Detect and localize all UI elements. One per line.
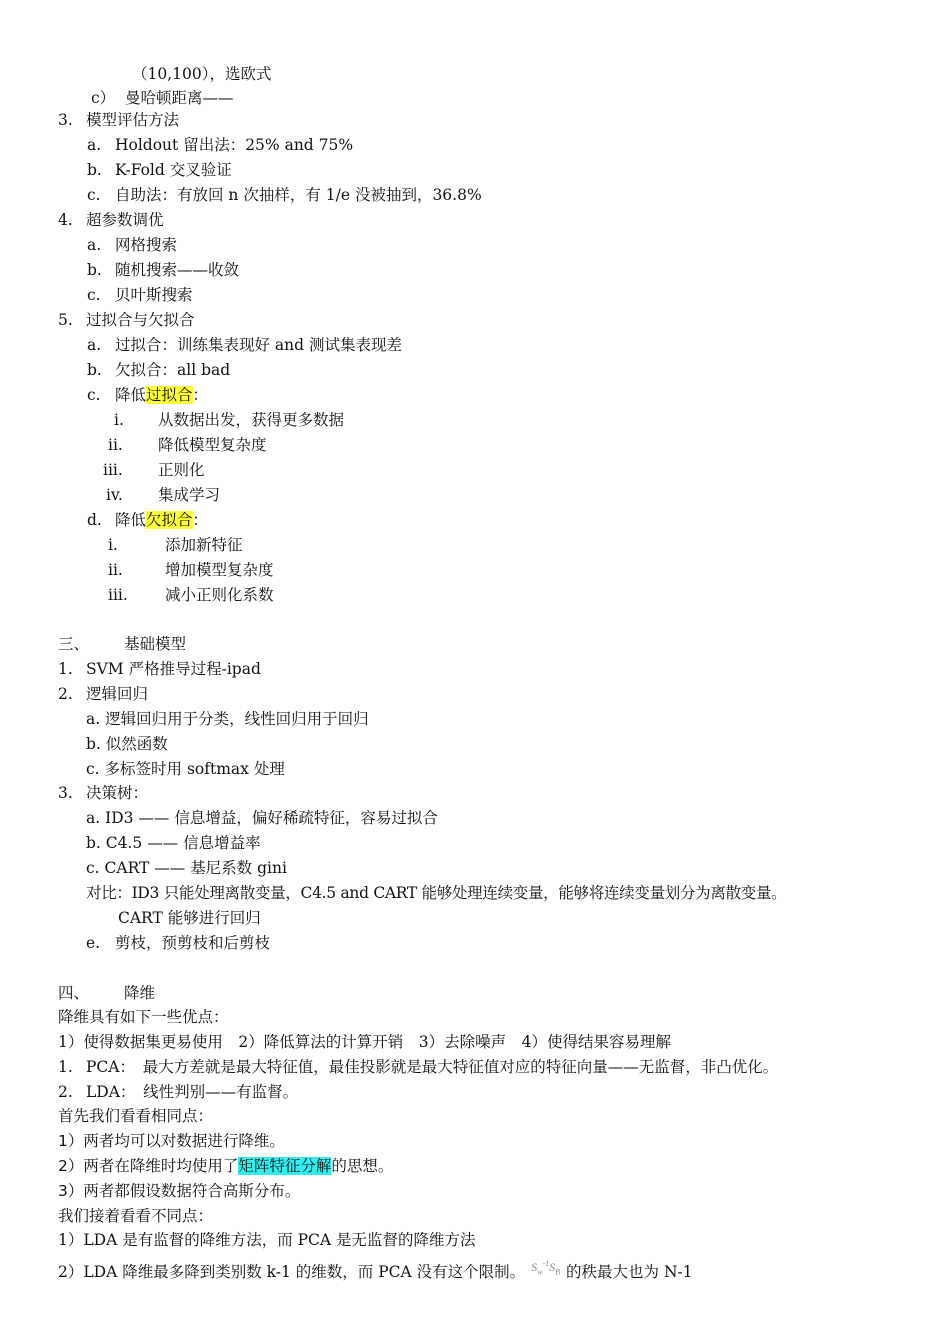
highlighted-text: 矩阵特征分解 bbox=[238, 1157, 332, 1175]
list-item-manhattan: c） 曼哈顿距离—— bbox=[91, 89, 234, 107]
list-item: a. 过拟合：训练集表现好 and 测试集表现差 bbox=[87, 336, 403, 354]
sub-list-item: iii. 正则化 bbox=[103, 461, 205, 479]
list-item: b. 随机搜索——收敛 bbox=[87, 261, 240, 279]
list-item-reduce-overfitting: c. 降低过拟合： bbox=[87, 386, 209, 404]
section-heading-dimensionality-reduction: 四、 降维 bbox=[58, 984, 156, 1002]
sub-list-item: ii. 增加模型复杂度 bbox=[108, 561, 274, 579]
list-item-pca: 1. PCA： 最大方差就是最大特征值，最佳投影就是最大特征值对应的特征向量——无监督，非凸优化。 bbox=[58, 1058, 779, 1076]
list-item: a. 网格搜索 bbox=[87, 236, 178, 254]
list-item-logistic-regression: 2. 逻辑回归 bbox=[58, 685, 149, 703]
list-item: b. C4.5 —— 信息增益率 bbox=[86, 834, 261, 852]
list-item-continuation: （10,100），选欧式 bbox=[132, 65, 272, 83]
list-item: b. 欠拟合：all bad bbox=[87, 361, 231, 379]
list-item: a. 逻辑回归用于分类，线性回归用于回归 bbox=[86, 710, 369, 728]
paragraph: 首先我们看看相同点： bbox=[58, 1107, 214, 1125]
list-item-hyperparameter-tuning: 4. 超参数调优 bbox=[58, 211, 164, 229]
comparison-text-cont: CART 能够进行回归 bbox=[118, 909, 261, 927]
list-item: a. Holdout 留出法：25% and 75% bbox=[87, 136, 354, 154]
list-item: c. 自助法：有放回 n 次抽样，有 1/e 没被抽到，36.8% bbox=[87, 186, 482, 204]
sub-list-item: iv. 集成学习 bbox=[106, 486, 221, 504]
list-item: c. 多标签时用 softmax 处理 bbox=[86, 760, 285, 778]
paragraph: 2）两者在降维时均使用了矩阵特征分解的思想。 bbox=[58, 1157, 394, 1175]
list-item-overfitting: 5. 过拟合与欠拟合 bbox=[58, 311, 195, 329]
paragraph: 3）两者都假设数据符合高斯分布。 bbox=[58, 1182, 301, 1200]
list-item-reduce-underfitting: d. 降低欠拟合： bbox=[87, 511, 209, 529]
highlighted-text: 欠拟合 bbox=[146, 511, 193, 529]
paragraph: 降维具有如下一些优点： bbox=[58, 1008, 229, 1026]
section-heading-basic-models: 三、 基础模型 bbox=[58, 635, 187, 653]
sub-list-item: ii. 降低模型复杂度 bbox=[108, 436, 267, 454]
highlighted-text: 过拟合 bbox=[146, 386, 193, 404]
list-item: a. ID3 —— 信息增益，偏好稀疏特征，容易过拟合 bbox=[86, 809, 438, 827]
list-item: b. K-Fold 交叉验证 bbox=[87, 161, 232, 179]
paragraph: 我们接着看看不同点： bbox=[58, 1207, 214, 1225]
list-item-model-evaluation: 3. 模型评估方法 bbox=[58, 111, 180, 129]
sub-list-item: iii. 减小正则化系数 bbox=[108, 586, 274, 604]
paragraph: 1）使得数据集更易使用 2）降低算法的计算开销 3）去除噪声 4）使得结果容易理解 bbox=[58, 1033, 671, 1051]
paragraph: 1）两者均可以对数据进行降维。 bbox=[58, 1132, 285, 1150]
list-item: c. CART —— 基尼系数 gini bbox=[86, 859, 287, 877]
list-item-pruning: e. 剪枝，预剪枝和后剪枝 bbox=[86, 934, 271, 952]
list-item-svm: 1. SVM 严格推导过程-ipad bbox=[58, 660, 261, 678]
list-item-decision-tree: 3. 决策树： bbox=[58, 784, 149, 802]
list-item: c. 贝叶斯搜索 bbox=[87, 286, 193, 304]
sub-list-item: i. 从数据出发，获得更多数据 bbox=[114, 411, 345, 429]
list-item: b. 似然函数 bbox=[86, 735, 168, 753]
paragraph: 1）LDA 是有监督的降维方法，而 PCA 是无监督的降维方法 bbox=[58, 1231, 476, 1249]
formula-image: Sw-1SB bbox=[531, 1259, 561, 1277]
comparison-text: 对比：ID3 只能处理离散变量，C4.5 and CART 能够处理连续变量，能够将连续变量划分为离散变量。 bbox=[86, 884, 787, 902]
sub-list-item: i. 添加新特征 bbox=[108, 536, 243, 554]
list-item-lda: 2. LDA： 线性判别——有监督。 bbox=[58, 1083, 299, 1101]
paragraph: 2）LDA 降维最多降到类别数 k-1 的维数，而 PCA 没有这个限制。 $^{S_w^{-1}S_B}$ 的秩最大也为 N-1 bbox=[58, 1259, 693, 1281]
